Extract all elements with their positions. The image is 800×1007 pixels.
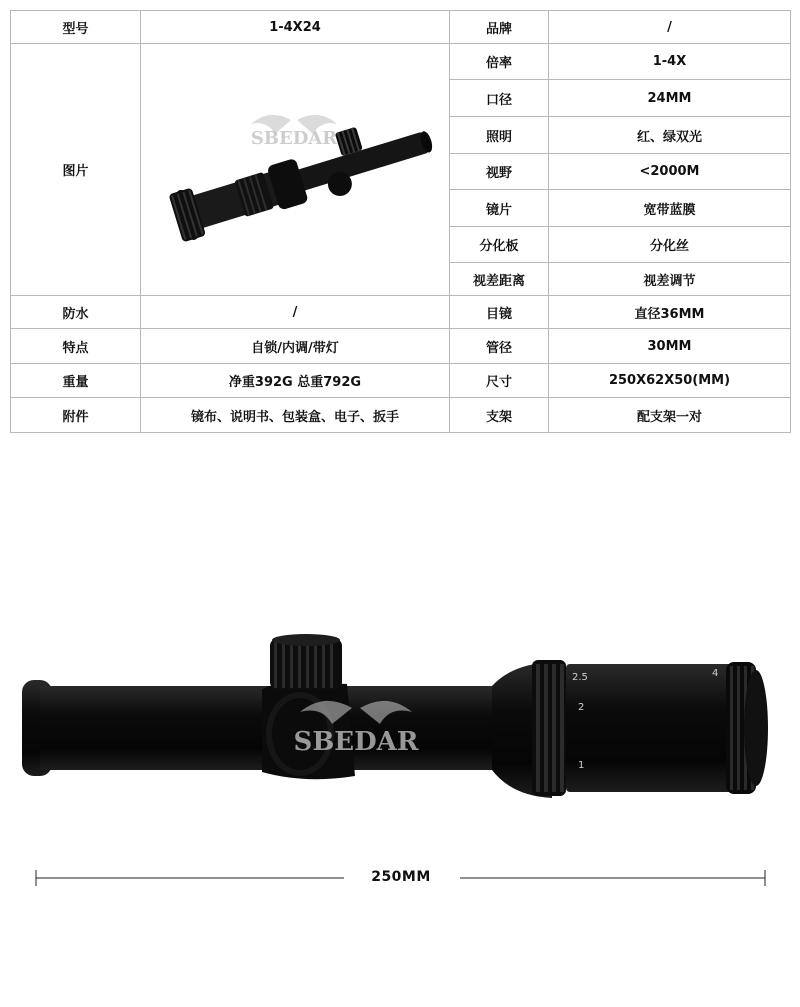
spec-value: 直径36MM <box>549 296 791 329</box>
mark-1: 1 <box>578 760 585 771</box>
spec-value: 24MM <box>549 80 791 117</box>
spec-label: 目镜 <box>450 296 549 329</box>
spec-label: 视野 <box>450 154 549 190</box>
spec-label: 口径 <box>450 80 549 117</box>
mark-2-5: 2.5 <box>572 672 588 683</box>
dimension-label: 250MM <box>371 869 431 885</box>
spec-table <box>10 10 791 433</box>
table-row <box>11 329 791 364</box>
spec-value: 镜布、说明书、包装盒、电子、扳手 <box>141 398 450 433</box>
watermark-thumb <box>251 114 339 148</box>
scope-thumbnail-cell <box>141 44 450 296</box>
spec-value: 250X62X50(MM) <box>549 364 791 398</box>
mark-4: 4 <box>712 668 719 679</box>
spec-value: 配支架一对 <box>549 398 791 433</box>
spec-label: 重量 <box>11 364 141 398</box>
brand-label: 品牌 <box>450 11 549 44</box>
spec-label: 防水 <box>11 296 141 329</box>
spec-label: 特点 <box>11 329 141 364</box>
spec-value: 30MM <box>549 329 791 364</box>
spec-value: 红、绿双光 <box>549 117 791 154</box>
spec-label: 镜片 <box>450 190 549 227</box>
spec-value: / <box>141 296 450 329</box>
spec-label: 照明 <box>450 117 549 154</box>
svg-text:SBEDAR: SBEDAR <box>293 727 419 757</box>
spec-value: 净重392G 总重792G <box>141 364 450 398</box>
spec-value: 自锁/内调/带灯 <box>141 329 450 364</box>
model-value: 1-4X24 <box>141 11 450 44</box>
table-row <box>11 296 791 329</box>
spec-label: 附件 <box>11 398 141 433</box>
spec-value: <2000M <box>549 154 791 190</box>
scope-side-view <box>0 610 800 810</box>
spec-label: 支架 <box>450 398 549 433</box>
table-row <box>11 364 791 398</box>
svg-text:SBEDAR: SBEDAR <box>250 127 338 149</box>
spec-label: 管径 <box>450 329 549 364</box>
scope-thumbnail <box>141 48 450 288</box>
spec-value: 分化丝 <box>549 227 791 263</box>
spec-label: 倍率 <box>450 44 549 80</box>
table-row <box>11 44 791 80</box>
spec-value: 1-4X <box>549 44 791 80</box>
table-row <box>11 398 791 433</box>
table-row <box>11 11 791 44</box>
brand-value: / <box>549 11 791 44</box>
spec-label: 分化板 <box>450 227 549 263</box>
spec-value: 视差调节 <box>549 263 791 296</box>
picture-label: 图片 <box>11 44 141 296</box>
spec-label: 尺寸 <box>450 364 549 398</box>
spec-value: 宽带蓝膜 <box>549 190 791 227</box>
model-label: 型号 <box>11 11 141 44</box>
mark-2: 2 <box>578 702 585 713</box>
spec-label: 视差距离 <box>450 263 549 296</box>
